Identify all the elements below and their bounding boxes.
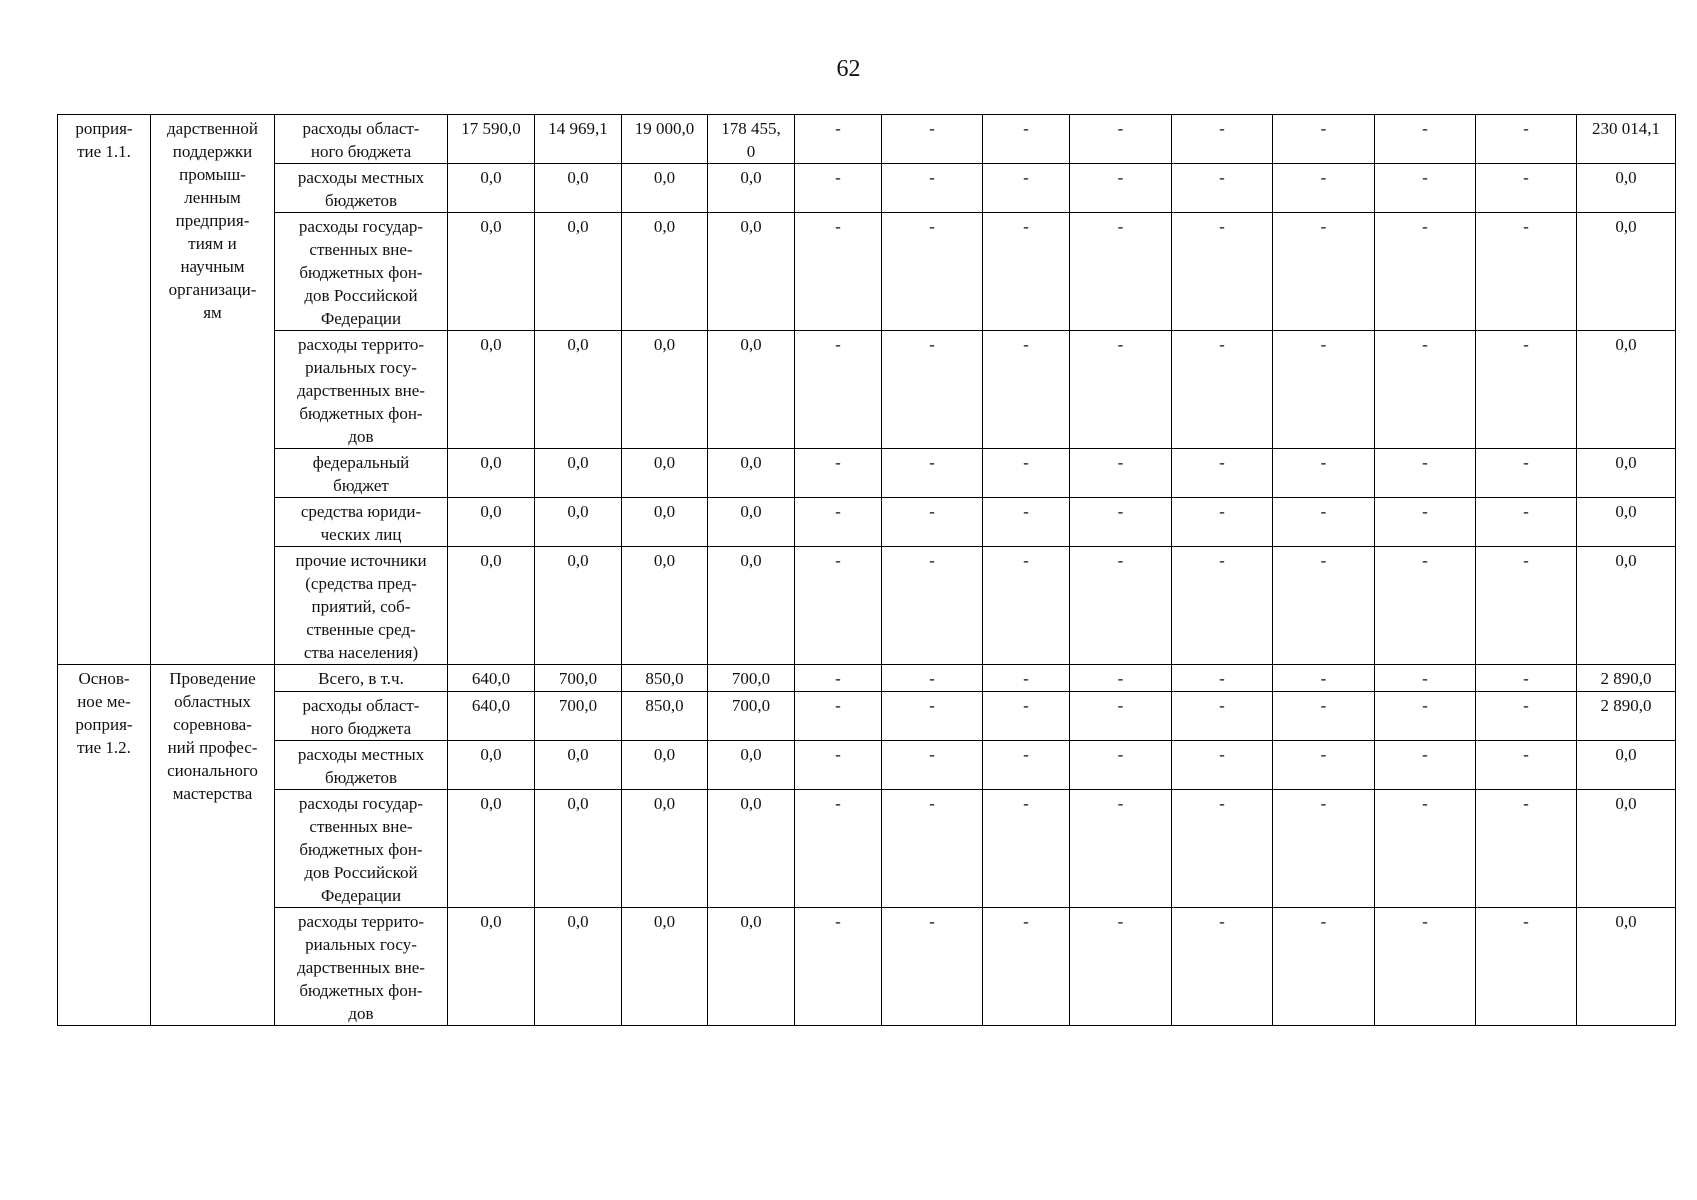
- measure-name-cell: Проведение областных соревнова- ний профес- сионального мастерства: [151, 665, 275, 1026]
- empty-year-value: -: [1172, 115, 1273, 164]
- empty-year-value: -: [882, 331, 983, 449]
- funding-source-cell: расходы государ- ственных вне- бюджетных фон- дов Российской Федерации: [275, 790, 448, 908]
- empty-year-value: -: [1375, 164, 1476, 213]
- empty-year-value: -: [1375, 692, 1476, 741]
- year-2-value: 0,0: [535, 741, 622, 790]
- year-1-value: 0,0: [448, 164, 535, 213]
- empty-year-value: -: [795, 115, 882, 164]
- year-3-value: 0,0: [622, 449, 708, 498]
- empty-year-value: -: [1476, 908, 1577, 1026]
- empty-year-value: -: [983, 498, 1070, 547]
- empty-year-value: -: [983, 164, 1070, 213]
- empty-year-value: -: [1172, 692, 1273, 741]
- funding-source-cell: Всего, в т.ч.: [275, 665, 448, 692]
- empty-year-value: -: [1375, 908, 1476, 1026]
- year-1-value: 0,0: [448, 741, 535, 790]
- empty-year-value: -: [882, 790, 983, 908]
- empty-year-value: -: [1273, 547, 1375, 665]
- year-2-value: 0,0: [535, 213, 622, 331]
- empty-year-value: -: [882, 908, 983, 1026]
- empty-year-value: -: [983, 213, 1070, 331]
- empty-year-value: -: [1273, 498, 1375, 547]
- empty-year-value: -: [983, 115, 1070, 164]
- table-row: [58, 449, 1676, 498]
- empty-year-value: -: [1273, 908, 1375, 1026]
- empty-year-value: -: [1375, 213, 1476, 331]
- empty-year-value: -: [1070, 213, 1172, 331]
- year-2-value: 0,0: [535, 449, 622, 498]
- year-3-value: 0,0: [622, 331, 708, 449]
- year-3-value: 0,0: [622, 213, 708, 331]
- year-4-value: 0,0: [708, 498, 795, 547]
- year-4-value: 0,0: [708, 331, 795, 449]
- funding-source-cell: расходы государ- ственных вне- бюджетных фон- дов Российской Федерации: [275, 213, 448, 331]
- empty-year-value: -: [1172, 741, 1273, 790]
- empty-year-value: -: [795, 547, 882, 665]
- year-4-value: 700,0: [708, 665, 795, 692]
- year-3-value: 0,0: [622, 164, 708, 213]
- empty-year-value: -: [1172, 498, 1273, 547]
- total-value: 0,0: [1577, 741, 1676, 790]
- empty-year-value: -: [1273, 449, 1375, 498]
- empty-year-value: -: [983, 741, 1070, 790]
- funding-source-cell: расходы террито- риальных госу- дарственных вне- бюджетных фон- дов: [275, 331, 448, 449]
- empty-year-value: -: [983, 908, 1070, 1026]
- empty-year-value: -: [1476, 692, 1577, 741]
- empty-year-value: -: [1476, 498, 1577, 547]
- year-3-value: 0,0: [622, 790, 708, 908]
- year-1-value: 640,0: [448, 692, 535, 741]
- empty-year-value: -: [1172, 665, 1273, 692]
- total-value: 0,0: [1577, 331, 1676, 449]
- year-3-value: 850,0: [622, 692, 708, 741]
- empty-year-value: -: [1273, 115, 1375, 164]
- budget-table: [57, 114, 1676, 1026]
- year-1-value: 0,0: [448, 331, 535, 449]
- empty-year-value: -: [795, 692, 882, 741]
- empty-year-value: -: [795, 908, 882, 1026]
- empty-year-value: -: [1070, 665, 1172, 692]
- total-value: 0,0: [1577, 449, 1676, 498]
- year-1-value: 0,0: [448, 547, 535, 665]
- empty-year-value: -: [1273, 665, 1375, 692]
- empty-year-value: -: [1070, 498, 1172, 547]
- empty-year-value: -: [882, 213, 983, 331]
- empty-year-value: -: [882, 741, 983, 790]
- total-value: 0,0: [1577, 164, 1676, 213]
- empty-year-value: -: [983, 331, 1070, 449]
- empty-year-value: -: [882, 665, 983, 692]
- empty-year-value: -: [1070, 164, 1172, 213]
- year-4-value: 0,0: [708, 449, 795, 498]
- empty-year-value: -: [1070, 741, 1172, 790]
- empty-year-value: -: [1172, 449, 1273, 498]
- empty-year-value: -: [1476, 213, 1577, 331]
- empty-year-value: -: [1273, 164, 1375, 213]
- table-row: [58, 790, 1676, 908]
- total-value: 230 014,1: [1577, 115, 1676, 164]
- total-value: 0,0: [1577, 908, 1676, 1026]
- year-4-value: 0,0: [708, 164, 795, 213]
- year-2-value: 0,0: [535, 331, 622, 449]
- year-2-value: 0,0: [535, 908, 622, 1026]
- table-row: [58, 908, 1676, 1026]
- empty-year-value: -: [1172, 547, 1273, 665]
- empty-year-value: -: [1375, 449, 1476, 498]
- empty-year-value: -: [983, 790, 1070, 908]
- empty-year-value: -: [983, 449, 1070, 498]
- empty-year-value: -: [1476, 164, 1577, 213]
- empty-year-value: -: [1273, 790, 1375, 908]
- empty-year-value: -: [1273, 741, 1375, 790]
- funding-source-cell: расходы местных бюджетов: [275, 741, 448, 790]
- funding-source-cell: расходы област- ного бюджета: [275, 115, 448, 164]
- measure-name-cell: дарственной поддержки промыш- ленным предприя- тиям и научным организаци- ям: [151, 115, 275, 665]
- empty-year-value: -: [983, 665, 1070, 692]
- table-row: [58, 665, 1676, 692]
- empty-year-value: -: [1070, 331, 1172, 449]
- year-3-value: 0,0: [622, 547, 708, 665]
- total-value: 0,0: [1577, 498, 1676, 547]
- empty-year-value: -: [882, 115, 983, 164]
- year-1-value: 0,0: [448, 213, 535, 331]
- year-4-value: 0,0: [708, 547, 795, 665]
- total-value: 2 890,0: [1577, 692, 1676, 741]
- total-value: 0,0: [1577, 790, 1676, 908]
- empty-year-value: -: [882, 547, 983, 665]
- empty-year-value: -: [983, 692, 1070, 741]
- total-value: 0,0: [1577, 213, 1676, 331]
- year-2-value: 0,0: [535, 790, 622, 908]
- funding-source-cell: федеральный бюджет: [275, 449, 448, 498]
- empty-year-value: -: [1476, 790, 1577, 908]
- year-3-value: 850,0: [622, 665, 708, 692]
- empty-year-value: -: [1375, 115, 1476, 164]
- year-2-value: 700,0: [535, 665, 622, 692]
- total-value: 0,0: [1577, 547, 1676, 665]
- table-row: [58, 692, 1676, 741]
- funding-source-cell: расходы местных бюджетов: [275, 164, 448, 213]
- year-1-value: 640,0: [448, 665, 535, 692]
- year-4-value: 0,0: [708, 213, 795, 331]
- table-row: [58, 331, 1676, 449]
- empty-year-value: -: [1375, 741, 1476, 790]
- measure-cell: Основ- ное ме- роприя- тие 1.2.: [58, 665, 151, 1026]
- year-2-value: 0,0: [535, 164, 622, 213]
- table-row: [58, 498, 1676, 547]
- year-1-value: 0,0: [448, 449, 535, 498]
- empty-year-value: -: [795, 665, 882, 692]
- empty-year-value: -: [1172, 331, 1273, 449]
- year-3-value: 0,0: [622, 741, 708, 790]
- measure-cell: роприя- тие 1.1.: [58, 115, 151, 665]
- funding-source-cell: расходы област- ного бюджета: [275, 692, 448, 741]
- empty-year-value: -: [795, 331, 882, 449]
- empty-year-value: -: [1273, 692, 1375, 741]
- empty-year-value: -: [1273, 331, 1375, 449]
- empty-year-value: -: [882, 692, 983, 741]
- empty-year-value: -: [1070, 692, 1172, 741]
- empty-year-value: -: [882, 498, 983, 547]
- empty-year-value: -: [1070, 547, 1172, 665]
- total-value: 2 890,0: [1577, 665, 1676, 692]
- empty-year-value: -: [1476, 115, 1577, 164]
- table-row: [58, 547, 1676, 665]
- empty-year-value: -: [1172, 164, 1273, 213]
- table-row: [58, 213, 1676, 331]
- table-row: [58, 115, 1676, 164]
- year-4-value: 700,0: [708, 692, 795, 741]
- funding-source-cell: расходы террито- риальных госу- дарственных вне- бюджетных фон- дов: [275, 908, 448, 1026]
- year-1-value: 0,0: [448, 908, 535, 1026]
- empty-year-value: -: [1476, 547, 1577, 665]
- table-row: [58, 164, 1676, 213]
- empty-year-value: -: [795, 164, 882, 213]
- empty-year-value: -: [1375, 665, 1476, 692]
- empty-year-value: -: [1476, 331, 1577, 449]
- empty-year-value: -: [1172, 908, 1273, 1026]
- year-3-value: 0,0: [622, 908, 708, 1026]
- empty-year-value: -: [882, 449, 983, 498]
- empty-year-value: -: [1172, 790, 1273, 908]
- empty-year-value: -: [1476, 449, 1577, 498]
- year-2-value: 14 969,1: [535, 115, 622, 164]
- year-2-value: 0,0: [535, 547, 622, 665]
- year-4-value: 0,0: [708, 741, 795, 790]
- empty-year-value: -: [1070, 449, 1172, 498]
- table-row: [58, 741, 1676, 790]
- empty-year-value: -: [795, 449, 882, 498]
- empty-year-value: -: [1476, 741, 1577, 790]
- empty-year-value: -: [1375, 547, 1476, 665]
- year-4-value: 178 455, 0: [708, 115, 795, 164]
- empty-year-value: -: [983, 547, 1070, 665]
- page-number: 62: [836, 56, 861, 82]
- year-3-value: 19 000,0: [622, 115, 708, 164]
- empty-year-value: -: [1375, 498, 1476, 547]
- year-1-value: 0,0: [448, 790, 535, 908]
- year-3-value: 0,0: [622, 498, 708, 547]
- year-4-value: 0,0: [708, 790, 795, 908]
- empty-year-value: -: [795, 790, 882, 908]
- year-1-value: 17 590,0: [448, 115, 535, 164]
- empty-year-value: -: [1375, 331, 1476, 449]
- empty-year-value: -: [1070, 115, 1172, 164]
- year-2-value: 700,0: [535, 692, 622, 741]
- empty-year-value: -: [1476, 665, 1577, 692]
- funding-source-cell: средства юриди- ческих лиц: [275, 498, 448, 547]
- empty-year-value: -: [1070, 908, 1172, 1026]
- year-4-value: 0,0: [708, 908, 795, 1026]
- empty-year-value: -: [795, 498, 882, 547]
- year-2-value: 0,0: [535, 498, 622, 547]
- funding-source-cell: прочие источники (средства пред- приятий, соб- ственные сред- ства населения): [275, 547, 448, 665]
- year-1-value: 0,0: [448, 498, 535, 547]
- empty-year-value: -: [1172, 213, 1273, 331]
- empty-year-value: -: [1375, 790, 1476, 908]
- empty-year-value: -: [882, 164, 983, 213]
- empty-year-value: -: [1070, 790, 1172, 908]
- empty-year-value: -: [795, 213, 882, 331]
- empty-year-value: -: [1273, 213, 1375, 331]
- empty-year-value: -: [795, 741, 882, 790]
